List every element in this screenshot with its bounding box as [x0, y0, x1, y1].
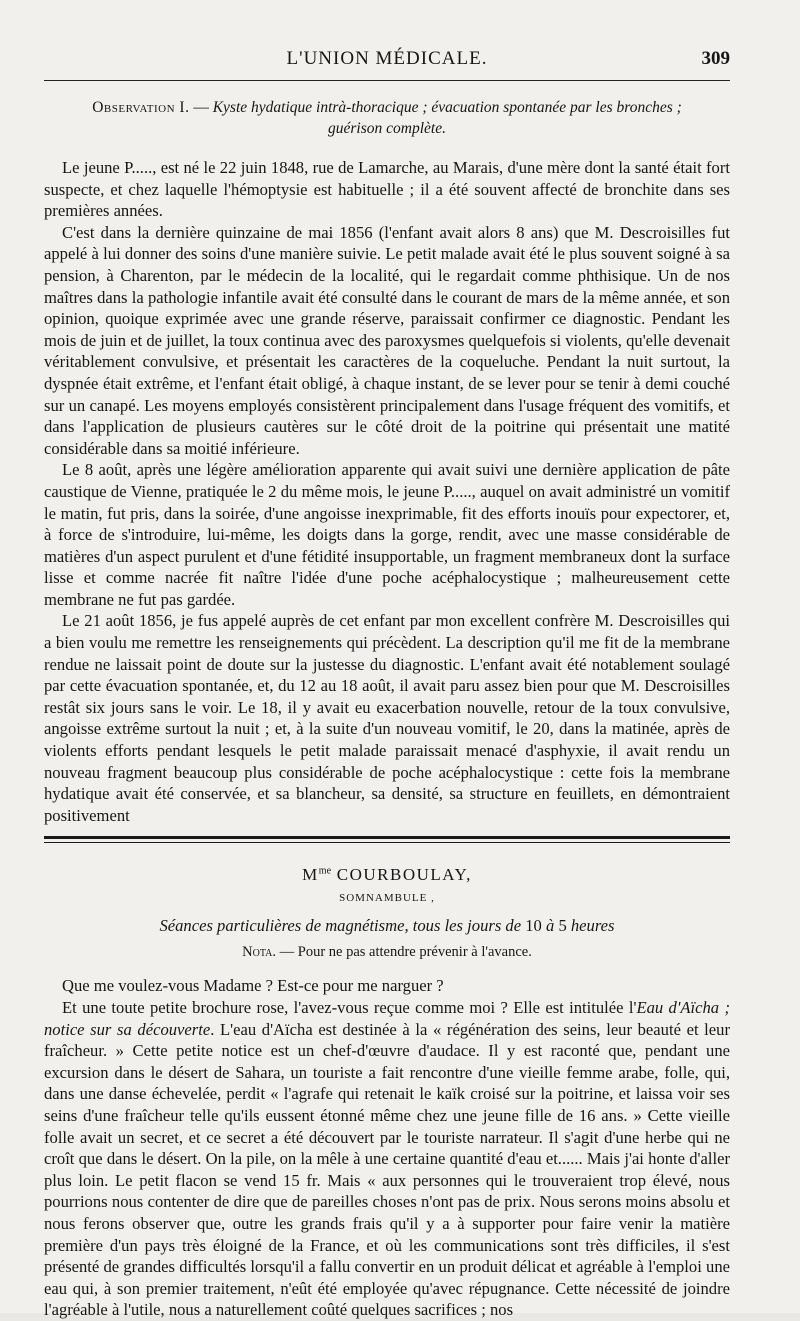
brochure-title: Eau d'Aïcha ; notice sur sa découverte	[44, 998, 730, 1039]
paragraph: Le 21 août 1856, je fus appelé auprès de cet enfant par mon excellent confrère M. Descroisilles qui a bien voulu me remettre les renseignements qui précèdent. La description qu'il me fit de la membrane rendue ne laissait point de doute sur la justesse du diagnostic. L'enfant avait été notablement soulagé par cette évacuation spontanée, et, du 12 au 18 août, il avait paru assez bien pour que M. Descroisilles restât six jours sans le voir. Le 18, il y avait eu exacerbation nouvelle, retour de la toux convulsive, angoisse extrême surtout la nuit ; et, à la suite d'un nouveau vomitif, le 20, dans la matinée, après de violents efforts pendant lesquels le petit malade paraissait menacé d'asphyxie, il avait rendu un nouveau fragment beaucoup plus considérable de poche acéphalocystique : cette fois la membrane hydatique avait été conservée, et sa blancheur, sa densité, sa structure en feuillets, en démontraient positivement	[44, 611, 730, 825]
advert-hour-to: 5	[558, 916, 567, 936]
observation-label: Observation I.	[92, 99, 190, 116]
paragraph	[44, 997, 730, 1321]
advert-profession: SOMNAMBULE ,	[339, 892, 435, 905]
advert-sessions-text: Séances particulières de magnétisme, tous les jours de	[159, 916, 526, 936]
paragraph: Que me voulez-vous Madame ? Est-ce pour me narguer ?	[62, 976, 444, 996]
advert-sessions-text: à	[541, 916, 559, 936]
advert-name	[44, 865, 730, 885]
advert-name-sup: me	[318, 865, 332, 877]
review-text: . L'eau d'Aïcha est destinée à la « régénération des seins, leur beauté et leur fraîcheur. » Cette petite notice est un chef-d'œuvre d'audace. Il y est raconté que, pendant une excursion dans le désert de Sahara, un touriste a fait rencontre d'une vieille femme arabe, folle, qui, dans une danse échevelée, perdit « l'agrafe qui retenait le kaïk croisé sur la poitrine, et laissa voir ses seins d'une fraîcheur telle qu'ils eussent étonné même chez une jeune fille de 16 ans. » Cette vieille folle avait un secret, et ce secret a été découvert par le touriste narrateur. Il s'agit d'une herbe qui ne croît que dans le désert. On la pile, on la mêle à une certaine quantité d'eau et...... Mais j'ai honte d'aller plus loin. Le petit flacon se vend 15 fr. Mais « aux personnes qui le trouveraient trop élevé, nous pourrions nous contenter de dire que de pareilles choses n'ont pas de prix. Nous serons moins absolu et nous ferons observer que, outre les grands frais qu'il y a à supporter pour faire venir la matière première d'un pays très éloigné de la France, et où les communications sont très difficiles, il s'est présenté de grandes difficultés lorsqu'il a fallu convertir en un produit délicat et agréable à l'emploi une eau qui, à son premier traitement, n'eût été employée qu'avec répugnance. Cette nécessité de joindre l'agréable à l'utile, nous a naturellement coûté quelques sacrifices ; nos	[44, 1019, 730, 1320]
advert-nota-label: Nota.	[242, 944, 276, 961]
advert-name-text: COURBOULAY,	[331, 865, 472, 885]
advert-name-prefix: M	[302, 865, 319, 885]
observation-title-line2: guérison complète.	[328, 120, 446, 137]
page-header	[44, 40, 730, 81]
review-section	[44, 975, 730, 1321]
running-title: L'UNION MÉDICALE.	[286, 48, 488, 69]
paragraph: Le 8 août, après une légère amélioration apparente qui avait suivi une dernière application de pâte caustique de Vienne, pratiquée le 2 du même mois, le jeune P....., auquel on avait administré un vomitif le matin, fut pris, dans la soirée, d'une angoisse inexprimable, fit des efforts inouïs pour expectorer, et, à force de s'introduire, lui-même, les doigts dans la gorge, rendit, avec une masse considérable de matières d'un aspect purulent et d'une fétidité insupportable, un fragment membraneux dont la surface lisse et comme nacrée fit naître l'idée d'une poche acéphalocystique ; malheureusement cette membrane ne fut pas gardée.	[44, 460, 730, 609]
advert-nota-text: — Pour ne pas attendre prévenir à l'avance.	[276, 944, 532, 961]
observation-body	[44, 157, 730, 826]
observation-dash: —	[189, 99, 213, 116]
section-divider	[44, 836, 730, 843]
page-number: 309	[701, 48, 730, 69]
advert-note	[44, 944, 730, 961]
review-text: Et une toute petite brochure rose, l'avez-vous reçue comme moi ? Elle est intitulée l'	[62, 998, 637, 1017]
advert-sessions-text: heures	[566, 916, 615, 936]
paragraph: Le jeune P....., est né le 22 juin 1848, rue de Lamarche, au Marais, d'une mère dont la santé était fort suspecte, et chez laquelle l'hémoptysie est habituelle ; il a été souvent affecté de bronchite dans ses premières années.	[44, 158, 730, 221]
paragraph: C'est dans la dernière quinzaine de mai 1856 (l'enfant avait alors 8 ans) que M. Descroisilles fut appelé à lui donner des soins d'une manière suivie. Le petit malade avait été le plus souvent soigné à sa pension, à Charenton, par le médecin de la localité, qui le regardait comme phthisique. Un de nos maîtres dans la pathologie infantile avait été consulté dans le courant de mars de la même année, et son opinion, quoique exprimée avec une grande réserve, paraissait confirmer ce diagnostic. Pendant les mois de juin et de juillet, la toux continua avec des paroxysmes quelquefois si violents, qu'elle devenait véritablement convulsive, et présentait les caractères de la coqueluche. Pendant la nuit surtout, la dyspnée était extrême, et l'enfant était obligé, à chaque instant, de se lever pour se tenir à demi couché sur un canapé. Les moyens employés consistèrent principalement dans l'usage fréquent des vomitifs, et dans l'application de plusieurs cautères sur le côté droit de la poitrine qui présentait une matité considérable dans sa moitié inférieure.	[44, 222, 730, 458]
advert-sessions	[44, 916, 730, 936]
observation-title-line1: Kyste hydatique intrà-thoracique ; évacuation spontanée par les bronches ;	[212, 99, 682, 116]
observation-heading	[44, 97, 730, 139]
advert-hour-from: 10	[525, 916, 542, 936]
advertisement	[44, 865, 730, 961]
